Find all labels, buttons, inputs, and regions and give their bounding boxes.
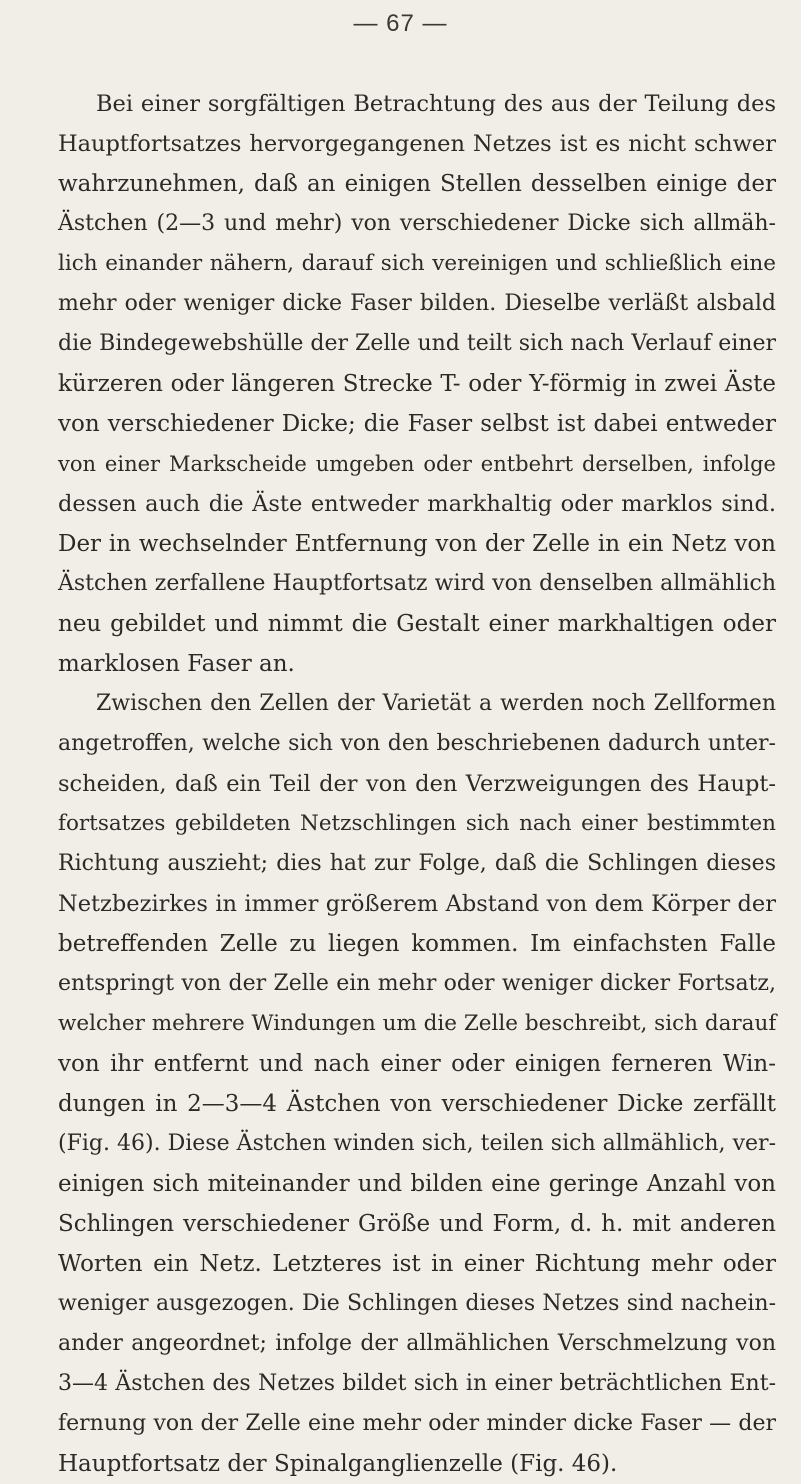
text-line: dessen auch die Äste entweder markhaltig oder marklos sind. [58, 491, 776, 517]
text-line: weniger ausgezogen. Die Schlingen dieses Netzes sind nachein- [58, 1291, 776, 1316]
text-line: Ästchen (2—3 und mehr) von verschiedener Dicke sich allmäh- [58, 211, 776, 236]
text-line: fortsatzes gebildeten Netzschlingen sich nach einer bestimmten [58, 811, 776, 836]
text-line: betreffenden Zelle zu liegen kommen. Im einfachsten Falle [58, 931, 776, 957]
text-line: 3—4 Ästchen des Netzes bildet sich in einer beträchtlichen Ent- [58, 1371, 776, 1396]
text-line: neu gebildet und nimmt die Gestalt einer markhaltigen oder [58, 611, 776, 637]
text-line: Worten ein Netz. Letzteres ist in einer Richtung mehr oder [58, 1251, 776, 1277]
page-number: — 67 — [353, 10, 448, 37]
text-line: die Bindegewebshülle der Zelle und teilt sich nach Verlauf einer [58, 331, 776, 356]
text-line: von einer Markscheide umgeben oder entbehrt derselben, infolge [58, 452, 776, 476]
text-line: entspringt von der Zelle ein mehr oder weniger dicker Fortsatz, [58, 971, 776, 996]
text-line: Der in wechselnder Entfernung von der Zelle in ein Netz von [58, 531, 776, 557]
text-line: Netzbezirkes in immer größerem Abstand von dem Körper der [58, 891, 776, 917]
text-line: scheiden, daß ein Teil der von den Verzweigungen des Haupt- [58, 771, 776, 797]
body-text [58, 84, 776, 1484]
text-line: Richtung auszieht; dies hat zur Folge, daß die Schlingen dieses [58, 851, 776, 876]
text-line: Schlingen verschiedener Größe und Form, d. h. mit anderen [58, 1211, 776, 1237]
text-line: wahrzunehmen, daß an einigen Stellen desselben einige der [58, 171, 776, 197]
paragraph-1 [58, 84, 776, 684]
text-line: einigen sich miteinander und bilden eine geringe Anzahl von [58, 1171, 776, 1197]
text-line: kürzeren oder längeren Strecke T- oder Y-förmig in zwei Äste [58, 371, 776, 397]
text-line: Hauptfortsatzes hervorgegangenen Netzes ist es nicht schwer [58, 131, 776, 157]
text-line: lich einander nähern, darauf sich vereinigen und schließlich eine [58, 251, 776, 276]
text-line: marklosen Faser an. [58, 651, 295, 677]
text-line: Ästchen zerfallene Hauptfortsatz wird von denselben allmählich [58, 571, 776, 596]
text-line: von ihr entfernt und nach einer oder einigen ferneren Win- [58, 1051, 776, 1077]
text-line: mehr oder weniger dicke Faser bilden. Dieselbe verläßt alsbald [58, 291, 776, 316]
text-line: ander angeordnet; infolge der allmählichen Verschmelzung von [58, 1331, 776, 1356]
text-line: Zwischen den Zellen der Varietät a werden noch Zellformen [96, 691, 776, 716]
text-line: Bei einer sorgfältigen Betrachtung des aus der Teilung des [96, 91, 776, 117]
text-line: von verschiedener Dicke; die Faser selbst ist dabei entweder [58, 411, 776, 437]
text-line: fernung von der Zelle eine mehr oder minder dicke Faser — der [58, 1411, 776, 1436]
text-line: welcher mehrere Windungen um die Zelle beschreibt, sich darauf [58, 1011, 777, 1036]
text-line: (Fig. 46). Diese Ästchen winden sich, teilen sich allmählich, ver- [58, 1131, 776, 1156]
text-line: dungen in 2—3—4 Ästchen von verschiedener Dicke zerfällt [58, 1091, 776, 1117]
text-line: angetroffen, welche sich von den beschriebenen dadurch unter- [58, 731, 776, 756]
paragraph-2 [58, 684, 776, 1484]
text-line: Hauptfortsatz der Spinalganglienzelle (Fig. 46). [58, 1451, 618, 1477]
